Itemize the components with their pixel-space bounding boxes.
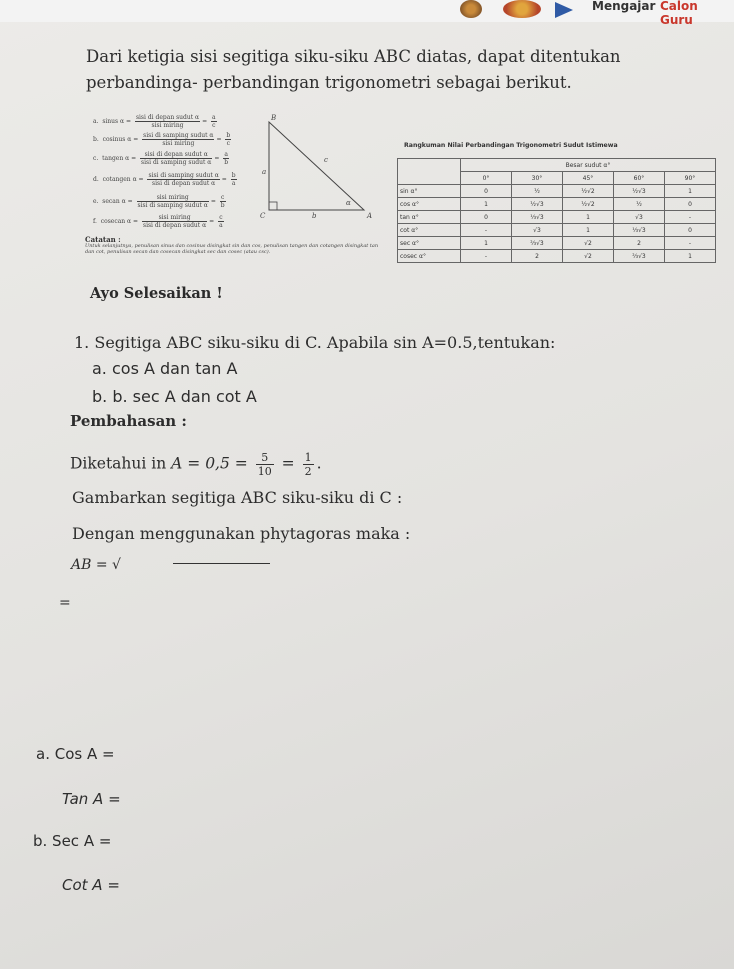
triangle-shape — [269, 122, 364, 210]
nav-mengajar-link[interactable]: Mengajar — [592, 0, 656, 13]
sqrt-overline — [173, 563, 270, 564]
table-cell: ⅔√3 — [512, 237, 563, 250]
table-row — [398, 237, 716, 250]
table-cell: √2 — [563, 250, 614, 263]
gambarkan-instruction: Gambarkan segitiga ABC siku-siku di C : — [72, 488, 403, 507]
angle-header: 0° — [461, 172, 512, 185]
table-cell: 1 — [563, 211, 614, 224]
catatan-title: Catatan : — [85, 235, 121, 244]
table-cell: 2 — [512, 250, 563, 263]
group-header: Besar sudut α° — [461, 159, 716, 172]
table-cell: 1 — [461, 198, 512, 211]
side-c-label: c — [324, 156, 328, 164]
side-a-label: a — [262, 168, 267, 176]
formula-tangen: c. tangen α = $\frac{\text{sisi di depan sudut α}}{\text{sisi di samping sudut α}}$ = $\frac{a}{b}$ — [93, 151, 229, 166]
angle-header: 60° — [614, 172, 665, 185]
table-cell: ½ — [614, 198, 665, 211]
table-cell: √3 — [512, 224, 563, 237]
table-title: Rangkuman Nilai Perbandingan Trigonometri Sudut Istimewa — [404, 142, 618, 149]
table-cell: ½√3 — [512, 198, 563, 211]
table-cell: ½√2 — [563, 198, 614, 211]
pythagoras-instruction: Dengan menggunakan phytagoras maka : — [72, 524, 411, 543]
table-cell: 1 — [665, 185, 716, 198]
question-1: 1. Segitiga ABC siku-siku di C. Apabila sin A=0.5,tentukan: — [74, 333, 556, 352]
table-row — [398, 198, 716, 211]
table-cell: 0 — [665, 224, 716, 237]
nav-calon-guru-link[interactable]: Calon Guru — [660, 0, 698, 27]
table-cell: √2 — [563, 237, 614, 250]
row-label: cos α° — [398, 198, 461, 211]
row-label: cot α° — [398, 224, 461, 237]
table-row — [398, 224, 716, 237]
catatan-body: Untuk selanjutnya, penulisan sinus dan cosinus disingkat sin dan cos, penulisan tangen dan cotangen disingkat tan dan cot, penulisan secan dan cosecan disingkat sec dan cosec (atau csc). — [85, 243, 379, 255]
equals-sign: = — [59, 595, 71, 611]
answer-cos-a: a. Cos A = — [36, 745, 115, 763]
formula-cosinus: b. cosinus α = $\frac{\text{sisi di samping sudut α}}{\text{sisi miring}}$ = $\frac{b}{c}$ — [93, 132, 231, 147]
table-cell: 0 — [665, 198, 716, 211]
table-cell: - — [461, 250, 512, 263]
formula-cotangen: d. cotangen α = $\frac{\text{sisi di samping sudut α}}{\text{sisi di depan sudut α}}$ = $\frac{b}{a}$ — [93, 172, 236, 187]
table-header-row — [398, 159, 716, 172]
trig-values-table — [397, 158, 716, 263]
arrow-icon — [555, 2, 573, 18]
pembahasan-heading: Pembahasan : — [70, 412, 187, 430]
angle-header: 30° — [512, 172, 563, 185]
table-cell: ½√3 — [614, 185, 665, 198]
table-cell: √3 — [614, 211, 665, 224]
right-angle-marker — [269, 202, 277, 210]
table-cell: ⅓√3 — [614, 224, 665, 237]
intro-text: Dari ketigia sisi segitiga siku-siku ABC diatas, dapat ditentukan perbandinga- perbandingan trigonometri sebagai berikut. — [86, 47, 621, 92]
table-cell: 0 — [461, 185, 512, 198]
vertex-a-label: A — [367, 212, 373, 220]
formula-cosecan: f. cosecan α = $\frac{\text{sisi miring}}{\text{sisi di depan sudut α}}$ = $\frac{c}{a}$ — [93, 214, 223, 229]
logo-emblem-icon — [460, 0, 482, 18]
table-cell: ⅓√3 — [512, 211, 563, 224]
row-label: sin α° — [398, 185, 461, 198]
side-b-label: b — [312, 212, 317, 220]
logo-badge-icon — [503, 0, 541, 18]
answer-cot-a: Cot A = — [62, 876, 120, 894]
table-cell: - — [461, 224, 512, 237]
table-cell: 2 — [614, 237, 665, 250]
table-cell: ½√2 — [563, 185, 614, 198]
formula-sinus: a. sinus α = $\frac{\text{sisi di depan sudut α}}{\text{sisi miring}}$ = $\frac{a}{c}$ — [93, 114, 216, 129]
table-cell: 1 — [563, 224, 614, 237]
table-cell: - — [665, 237, 716, 250]
top-header — [0, 0, 734, 27]
table-cell: ½ — [512, 185, 563, 198]
question-item-a: a. cos A dan tan A — [92, 359, 238, 378]
table-row — [398, 211, 716, 224]
answer-tan-a: Tan A = — [62, 790, 121, 808]
table-cell: 1 — [665, 250, 716, 263]
answer-sec-a: b. Sec A = — [33, 832, 112, 850]
angle-header: 45° — [563, 172, 614, 185]
table-row — [398, 185, 716, 198]
formula-secan: e. secan α = $\frac{\text{sisi miring}}{\text{sisi di samping sudut α}}$ = $\frac{c}{b}$ — [93, 194, 225, 209]
ab-equation: AB = √ — [71, 557, 121, 573]
angle-header: 90° — [665, 172, 716, 185]
table-cell: 1 — [461, 237, 512, 250]
exercise-heading: Ayo Selesaikan ! — [90, 285, 223, 302]
row-label: cosec α° — [398, 250, 461, 263]
right-triangle-diagram — [254, 112, 384, 224]
row-label: tan α° — [398, 211, 461, 224]
table-cell: - — [665, 211, 716, 224]
vertex-b-label: B — [271, 114, 277, 122]
table-cell: ⅔√3 — [614, 250, 665, 263]
table-row — [398, 250, 716, 263]
vertex-c-label: C — [260, 212, 266, 220]
question-item-b: b. b. sec A dan cot A — [92, 387, 257, 406]
row-label: sec α° — [398, 237, 461, 250]
angle-alpha-label: α — [346, 199, 351, 207]
table-cell: 0 — [461, 211, 512, 224]
diketahui-line: Diketahui in A = 0,5 = $\frac{5}{10}$ = $\frac{1}{2}$ . — [70, 451, 322, 478]
